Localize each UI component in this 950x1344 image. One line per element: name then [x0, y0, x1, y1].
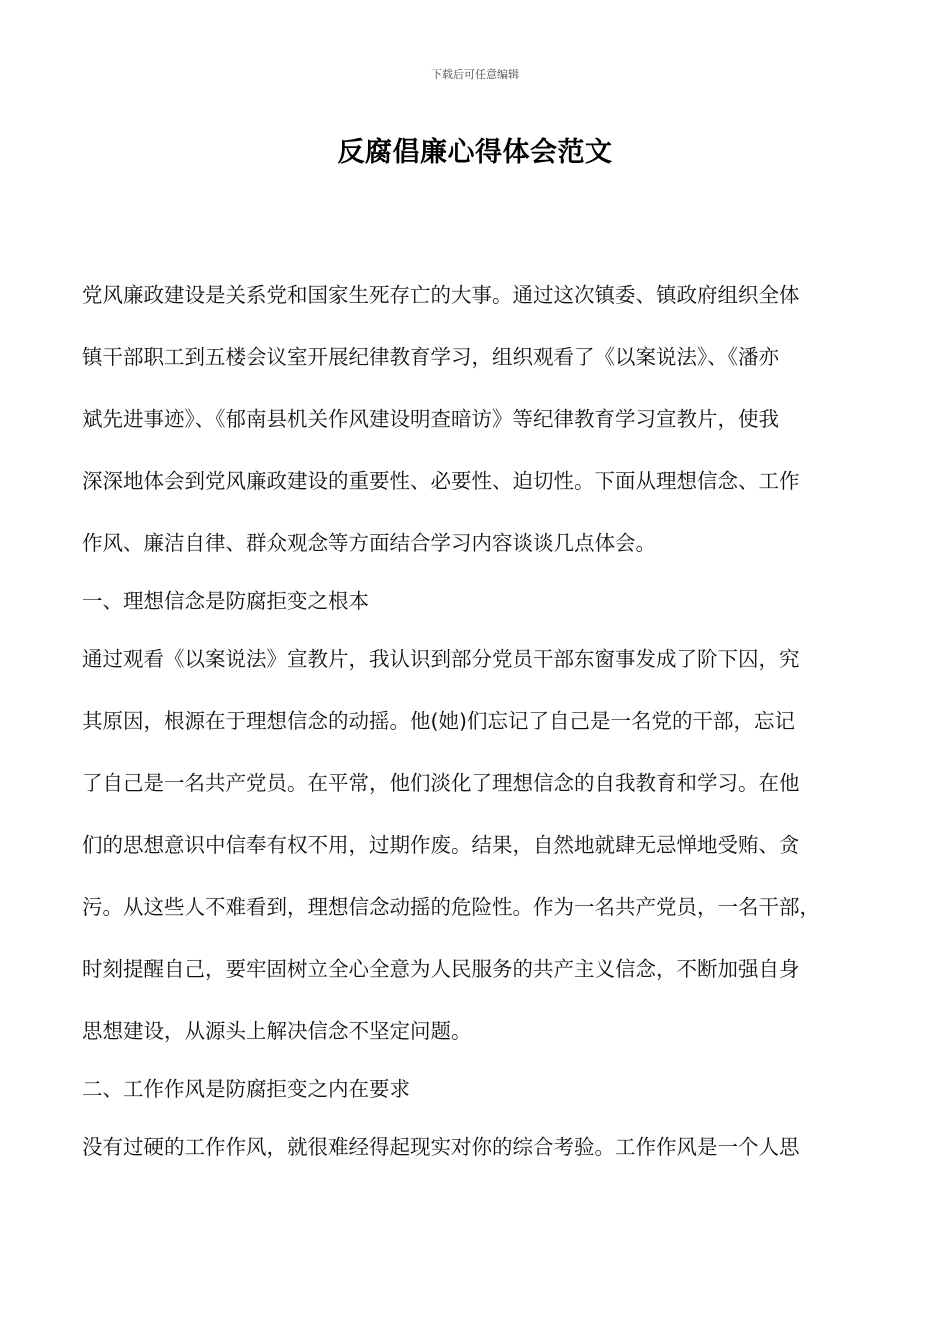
section-heading-1: 一、理想信念是防腐拒变之根本 [82, 589, 369, 613]
paragraph-line: 斌先进事迹》、《郁南县机关作风建设明查暗访》等纪律教育学习宣教片，使我 [82, 407, 779, 431]
paragraph-line: 作风、廉洁自律、群众观念等方面结合学习内容谈谈几点体会。 [82, 531, 656, 555]
paragraph-line: 污。从这些人不难看到，理想信念动摇的危险性。作为一名共产党员，一名干部， [82, 895, 820, 919]
paragraph-line: 深深地体会到党风廉政建设的重要性、必要性、迫切性。下面从理想信念、工作 [82, 469, 800, 493]
document-body [82, 275, 872, 1189]
section-heading-2: 二、工作作风是防腐拒变之内在要求 [82, 1077, 410, 1101]
paragraph-line: 思想建设，从源头上解决信念不坚定问题。 [82, 1019, 472, 1043]
paragraph-line: 没有过硬的工作作风，就很难经得起现实对你的综合考验。工作作风是一个人思 [82, 1135, 800, 1159]
paragraph-line: 通过观看《以案说法》宣教片，我认识到部分党员干部东窗事发成了阶下囚，究 [82, 647, 800, 671]
paragraph-line: 们的思想意识中信奉有权不用，过期作废。结果，自然地就肆无忌惮地受贿、贪 [82, 833, 800, 857]
paragraph-line: 党风廉政建设是关系党和国家生死存亡的大事。通过这次镇委、镇政府组织全体 [82, 283, 800, 307]
header-note: 下载后可任意编辑 [431, 68, 519, 81]
paragraph-line: 其原因，根源在于理想信念的动摇。他(她)们忘记了自己是一名党的干部，忘记 [82, 709, 795, 733]
paragraph-line: 了自己是一名共产党员。在平常，他们淡化了理想信念的自我教育和学习。在他 [82, 771, 800, 795]
paragraph-line: 时刻提醒自己，要牢固树立全心全意为人民服务的共产主义信念，不断加强自身 [82, 957, 800, 981]
paragraph-line: 镇干部职工到五楼会议室开展纪律教育学习，组织观看了《以案说法》、《潘亦 [82, 345, 779, 369]
document-title: 反腐倡廉心得体会范文 [337, 137, 613, 168]
